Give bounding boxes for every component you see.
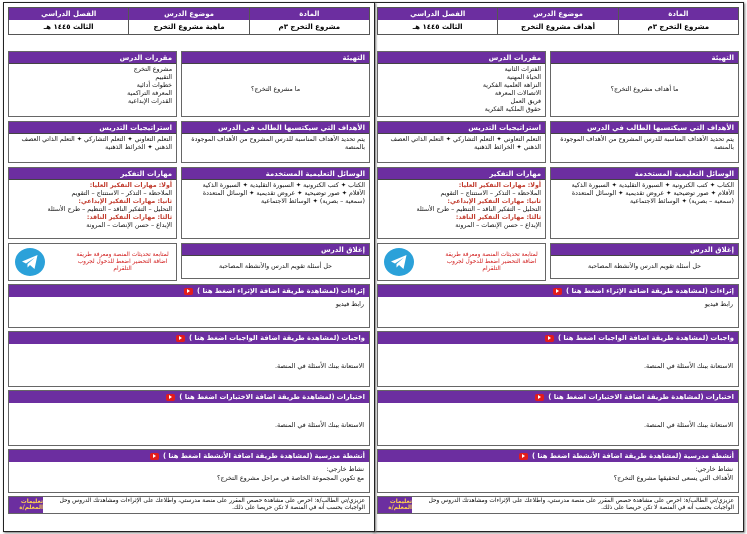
enrich-title: إثراءات (340, 287, 365, 295)
wasael-box (181, 167, 370, 239)
footer (377, 496, 739, 514)
thinking-item: أولا: مهارات التفكير العليا: (458, 182, 542, 189)
homework-section (8, 331, 370, 387)
strategies-box (377, 121, 546, 163)
tests-title: اختبارات (705, 393, 734, 401)
closing-title: إغلاق الدرس (182, 244, 369, 256)
activities-text: نشاط خارجي: الأهداف التي يسعى لتحقيقها مشروع التخرج؟ (613, 465, 733, 482)
activities-link[interactable]: (لمشاهدة طريقة اضافة الأنشطة اضغط هنا ) (162, 452, 313, 460)
header-value-term: الثالث ١٤٤٥ هـ (412, 23, 463, 31)
thinking-item: ثالثا: مهارات التفكير الناقد: (86, 214, 173, 221)
thinking-item: أولا: مهارات التفكير العليا: (89, 182, 173, 189)
enrich-section (8, 284, 370, 328)
tamheed-title: التهيئة (182, 52, 369, 64)
activities-title: أنشطة مدرسية (683, 452, 734, 460)
header-value-subject: مشروع التخرج ٣م (278, 23, 341, 31)
header-label-term: الفصل الدراسي (9, 8, 128, 20)
thinking-box (8, 167, 177, 239)
youtube-icon[interactable] (519, 453, 528, 460)
header-label-topic: موضوع الدرس (498, 8, 617, 20)
enrich-text: رابط فيديو (335, 300, 364, 308)
strategies-title: استراتيجيات التدريس (9, 122, 176, 134)
tests-text: الاستعانة ببنك الأسئلة في المنصة. (643, 421, 733, 429)
thinking-item: ثانيا: مهارات التفكير الإبداعي: (447, 198, 542, 205)
maqarrat-item: الفترات الثانية (504, 66, 542, 73)
tamheed-title: التهيئة (551, 52, 738, 64)
closing-title: إغلاق الدرس (551, 244, 738, 256)
enrich-link[interactable]: (لمشاهدة طريقة اضافة الإثراء اضغط هنا ) (197, 287, 339, 295)
tests-section (8, 390, 370, 446)
enrich-link[interactable]: (لمشاهدة طريقة اضافة الإثراء اضغط هنا ) (566, 287, 708, 295)
activities-text: نشاط خارجي: مع تكوين المجموعة الخاصة في مراحل مشروع التخرج؟ (217, 465, 364, 482)
tests-text: الاستعانة ببنك الأسئلة في المنصة. (274, 421, 364, 429)
activities-section (8, 449, 370, 493)
activities-section (377, 449, 739, 493)
youtube-icon[interactable] (176, 335, 185, 342)
instructions-title: تعليمات المعلم/ة (378, 497, 412, 513)
thinking-item: الملاحظة – التذكر – الاستنتاج – التقويم (71, 190, 173, 197)
tamheed-text: ما أهداف مشروع التخرج؟ (610, 86, 679, 93)
activities-link[interactable]: (لمشاهدة طريقة اضافة الأنشطة اضغط هنا ) (531, 452, 682, 460)
wasael-box (550, 167, 739, 239)
homework-section (377, 331, 739, 387)
enrich-title: إثراءات (709, 287, 734, 295)
wasael-title: الوسائل التعليمية المستخدمة (551, 168, 738, 180)
header-value-term: الثالث ١٤٤٥ هـ (43, 23, 94, 31)
closing-text: حل أسئلة تقويم الدرس والأنشطة المصاحبة (219, 263, 333, 270)
ahdaf-title: الأهداف التي سيكتسبها الطالب في الدرس (551, 122, 738, 134)
header-table (377, 7, 739, 35)
header-label-subject: المادة (250, 8, 369, 20)
ahdaf-text: يتم تحديد الأهداف المناسبة للدرس المشروح من الأهداف الموجودة بالمنصة (560, 136, 734, 151)
enrich-text: رابط فيديو (704, 300, 733, 308)
thinking-item: التحليل – التفكير الناقد – التنظيم – طرح الأسئلة (47, 206, 173, 213)
strategies-text: التعلم التعاوني ✦ التعلم التشاركي ✦ التعلم الذاتي العصف الذهني ✦ الخرائط الذهنية (390, 136, 542, 151)
maqarrat-title: مقررات الدرس (378, 52, 545, 64)
homework-link[interactable]: (لمشاهدة طريقة اضافة الواجبات اضغط هنا ) (557, 334, 709, 342)
thinking-list (378, 180, 545, 238)
ahdaf-title: الأهداف التي سيكتسبها الطالب في الدرس (182, 122, 369, 134)
footer-text: عزيزي/تي الطالب/ة: احرص على مشاهدة حصص المقرر على منصة مدرستي، واطلاعك على الإثراءات ومشاهدتك الدروس وحل الواجبات بحسب أنه في المنصة لا تكن حريصا على ذلك. (428, 498, 734, 511)
thinking-title: مهارات التفكير (9, 168, 176, 180)
closing-text: حل أسئلة تقويم الدرس والأنشطة المصاحبة (588, 263, 702, 270)
tests-title: اختبارات (336, 393, 365, 401)
thinking-box (377, 167, 546, 239)
footer-text: عزيزي/تي الطالب/ة: احرص على مشاهدة حصص المقرر على منصة مدرستي، واطلاعك على الإثراءات ومشاهدتك الدروس وحل الواجبات بحسب أنه في المنصة لا تكن حريصا على ذلك. (59, 498, 365, 511)
telegram-box[interactable] (377, 243, 546, 281)
telegram-box[interactable] (8, 243, 177, 281)
youtube-icon[interactable] (150, 453, 159, 460)
thinking-title: مهارات التفكير (378, 168, 545, 180)
youtube-icon[interactable] (553, 288, 562, 295)
maqarrat-box (8, 51, 177, 117)
maqarrat-item: المعرفة التراكمية (127, 90, 173, 97)
closing-box (550, 243, 739, 279)
activities-title: أنشطة مدرسية (314, 452, 365, 460)
maqarrat-item: الحياة المهنية (506, 74, 542, 81)
tests-link[interactable]: (لمشاهدة طريقة اضافة الاختبارات اضغط هنا ) (179, 393, 335, 401)
instructions-title: تعليمات المعلم/ة (9, 497, 43, 513)
maqarrat-item: خطوات أدائية (136, 82, 173, 89)
telegram-text[interactable]: لمتابعة تحديثات المنصة ومعرفة طريقة اضافة التحضير اضغط للدخول لجروب التلقرام (445, 251, 538, 272)
maqarrat-item: مشروع التخرج (133, 66, 173, 73)
header-label-topic: موضوع الدرس (129, 8, 248, 20)
homework-text: الاستعانة ببنك الأسئلة في المنصة. (643, 362, 733, 370)
maqarrat-item: حقوق الملكية الفكرية (484, 106, 542, 113)
header-value-topic: ماهية مشروع التخرج (153, 23, 225, 31)
header-value-subject: مشروع التخرج ٣م (647, 23, 710, 31)
tests-section (377, 390, 739, 446)
ahdaf-text: يتم تحديد الأهداف المناسبة للدرس المشروح من الأهداف الموجودة بالمنصة (191, 136, 365, 151)
maqarrat-item: التقييم (155, 74, 173, 81)
ahdaf-box (550, 121, 739, 163)
thinking-item: الملاحظة – التذكر – الاستنتاج – التقويم (440, 190, 542, 197)
strategies-box (8, 121, 177, 163)
maqarrat-list (9, 64, 176, 116)
homework-title: واجبات (341, 334, 365, 342)
youtube-icon[interactable] (166, 394, 175, 401)
youtube-icon[interactable] (184, 288, 193, 295)
tamheed-box (181, 51, 370, 117)
telegram-icon[interactable] (384, 248, 414, 276)
strategies-text: التعلم التعاوني ✦ التعلم التشاركي ✦ التعلم الذاتي العصف الذهني ✦ الخرائط الذهنية (21, 136, 173, 151)
telegram-icon[interactable] (15, 248, 45, 276)
enrich-section (377, 284, 739, 328)
ahdaf-box (181, 121, 370, 163)
thinking-item: ثانيا: مهارات التفكير الإبداعي: (78, 198, 173, 205)
footer (8, 496, 370, 514)
maqarrat-item: النزاهة العلمية الفكرية (482, 82, 542, 89)
maqarrat-item: القدرات الإبداعية (128, 98, 173, 105)
thinking-item: ثالثا: مهارات التفكير الناقد: (455, 214, 542, 221)
maqarrat-list (378, 64, 545, 116)
thinking-list (9, 180, 176, 238)
maqarrat-item: الاتصالات المعرفة (494, 90, 542, 97)
header-label-term: الفصل الدراسي (378, 8, 497, 20)
closing-box (181, 243, 370, 279)
thinking-item: الإبداع – حسن الإنصات – المرونة (455, 222, 542, 229)
lesson-plan-page-left (3, 2, 375, 532)
tests-link[interactable]: (لمشاهدة طريقة اضافة الاختبارات اضغط هنا ) (548, 393, 704, 401)
homework-link[interactable]: (لمشاهدة طريقة اضافة الواجبات اضغط هنا ) (188, 334, 340, 342)
header-value-topic: أهداف مشروع التخرج (521, 23, 595, 31)
header-table (8, 7, 370, 35)
lesson-plan-page-right (372, 2, 744, 532)
header-label-subject: المادة (619, 8, 738, 20)
youtube-icon[interactable] (535, 394, 544, 401)
thinking-item: الإبداع – حسن الإنصات – المرونة (86, 222, 173, 229)
youtube-icon[interactable] (545, 335, 554, 342)
thinking-item: التحليل – التفكير الناقد – التنظيم – طرح الأسئلة (416, 206, 542, 213)
telegram-text[interactable]: لمتابعة تحديثات المنصة ومعرفة طريقة اضافة التحضير اضغط للدخول لجروب التلقرام (76, 251, 169, 272)
homework-text: الاستعانة ببنك الأسئلة في المنصة. (274, 362, 364, 370)
homework-title: واجبات (710, 334, 734, 342)
wasael-title: الوسائل التعليمية المستخدمة (182, 168, 369, 180)
strategies-title: استراتيجيات التدريس (378, 122, 545, 134)
maqarrat-item: فريق العمل (510, 98, 542, 105)
wasael-text: الكتاب ✦ كتب الكترونية ✦ السبورة التقليدية ✦ السبورة الذكية الأقلام ✦ صور توضيحية ✦ عروض تقديمية ✦ الوسائل المتعددة (سمعية – بصرية) ✦ الوسائط الاجتماعية (571, 182, 734, 205)
wasael-text: الكتاب ✦ كتب الكترونية ✦ السبورة التقليدية ✦ السبورة الذكية الأقلام ✦ صور توضيحية ✦ عروض تقديمية ✦ الوسائل المتعددة (سمعية – بصرية) ✦ الوسائط الاجتماعية (202, 182, 365, 205)
maqarrat-title: مقررات الدرس (9, 52, 176, 64)
tamheed-box (550, 51, 739, 117)
maqarrat-box (377, 51, 546, 117)
tamheed-text: ما مشروع التخرج؟ (251, 86, 301, 93)
